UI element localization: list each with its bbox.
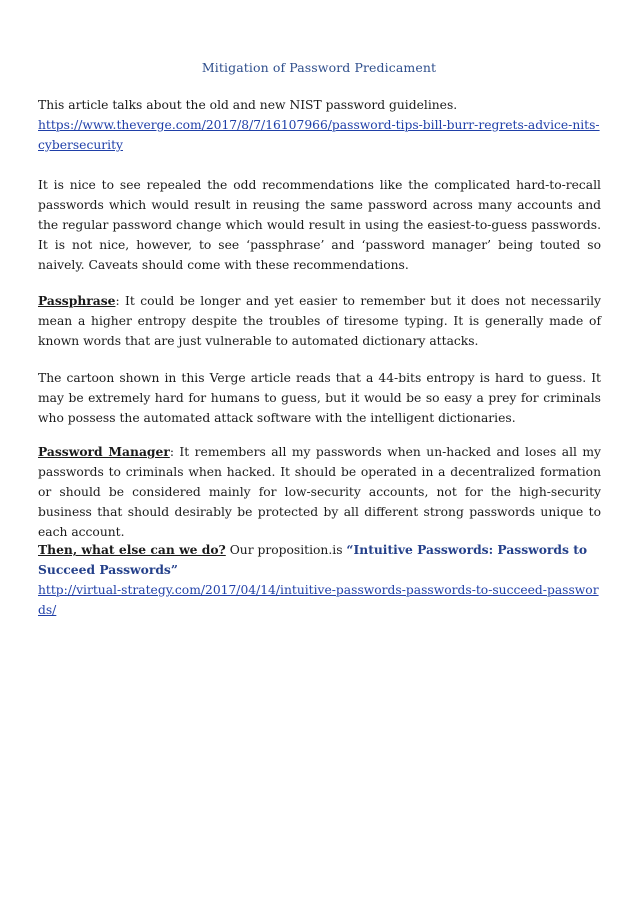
paragraph-cartoon: The cartoon shown in this Verge article reads that a 44-bits entropy is hard to guess. It may be extremely hard for humans to guess, but it would be so easy a prey for criminals who possess the automated attack software with the intelligent dictionaries.	[38, 371, 601, 425]
passphrase-term: Passphrase	[38, 293, 116, 308]
closing-question: Then, what else can we do?	[38, 542, 226, 557]
closing-proposal: “Intuitive Passwords: Passwords to Succeed Passwords”	[38, 542, 588, 577]
closing-lead: Our proposition.is	[225, 543, 347, 557]
source-article-link[interactable]: https://www.theverge.com/2017/8/7/16107966/password-tips-bill-burr-regrets-advice-nits-cybersecurity	[38, 118, 600, 152]
password-manager-term: Password Manager	[38, 444, 170, 459]
paragraph-password-manager	[38, 442, 601, 542]
passphrase-text: : It could be longer and yet easier to remember but it does not necessarily mean a higher entropy despite the troubles of tiresome typing. It is generally made of known words that are just vulnerable to automated dictionary attacks.	[38, 294, 601, 348]
proposal-link[interactable]: http://virtual-strategy.com/2017/04/14/intuitive-passwords-passwords-to-succeed-passwords/	[38, 583, 599, 617]
document-title: Mitigation of Password Predicament	[201, 60, 437, 75]
paragraph-recommendations: It is nice to see repealed the odd recommendations like the complicated hard-to-recall passwords which would result in reusing the same password across many accounts and the regular password change which would result in using the easiest-to-guess passwords. It is not nice, however, to see ‘passphrase’ and ‘password manager’ being touted so naively. Caveats should come with these recommendations.	[38, 178, 601, 272]
intro-block	[38, 95, 601, 155]
intro-text: This article talks about the old and new NIST password guidelines.	[38, 98, 458, 112]
closing-block	[38, 540, 601, 620]
paragraph-passphrase	[38, 291, 601, 351]
password-manager-text: : It remembers all my passwords when un-hacked and loses all my passwords to criminals when hacked. It should be operated in a decentralized formation or should be considered mainly for low-security accounts, not for the high-security business that should desirably be protected by all different strong passwords unique to each account.	[38, 445, 601, 539]
